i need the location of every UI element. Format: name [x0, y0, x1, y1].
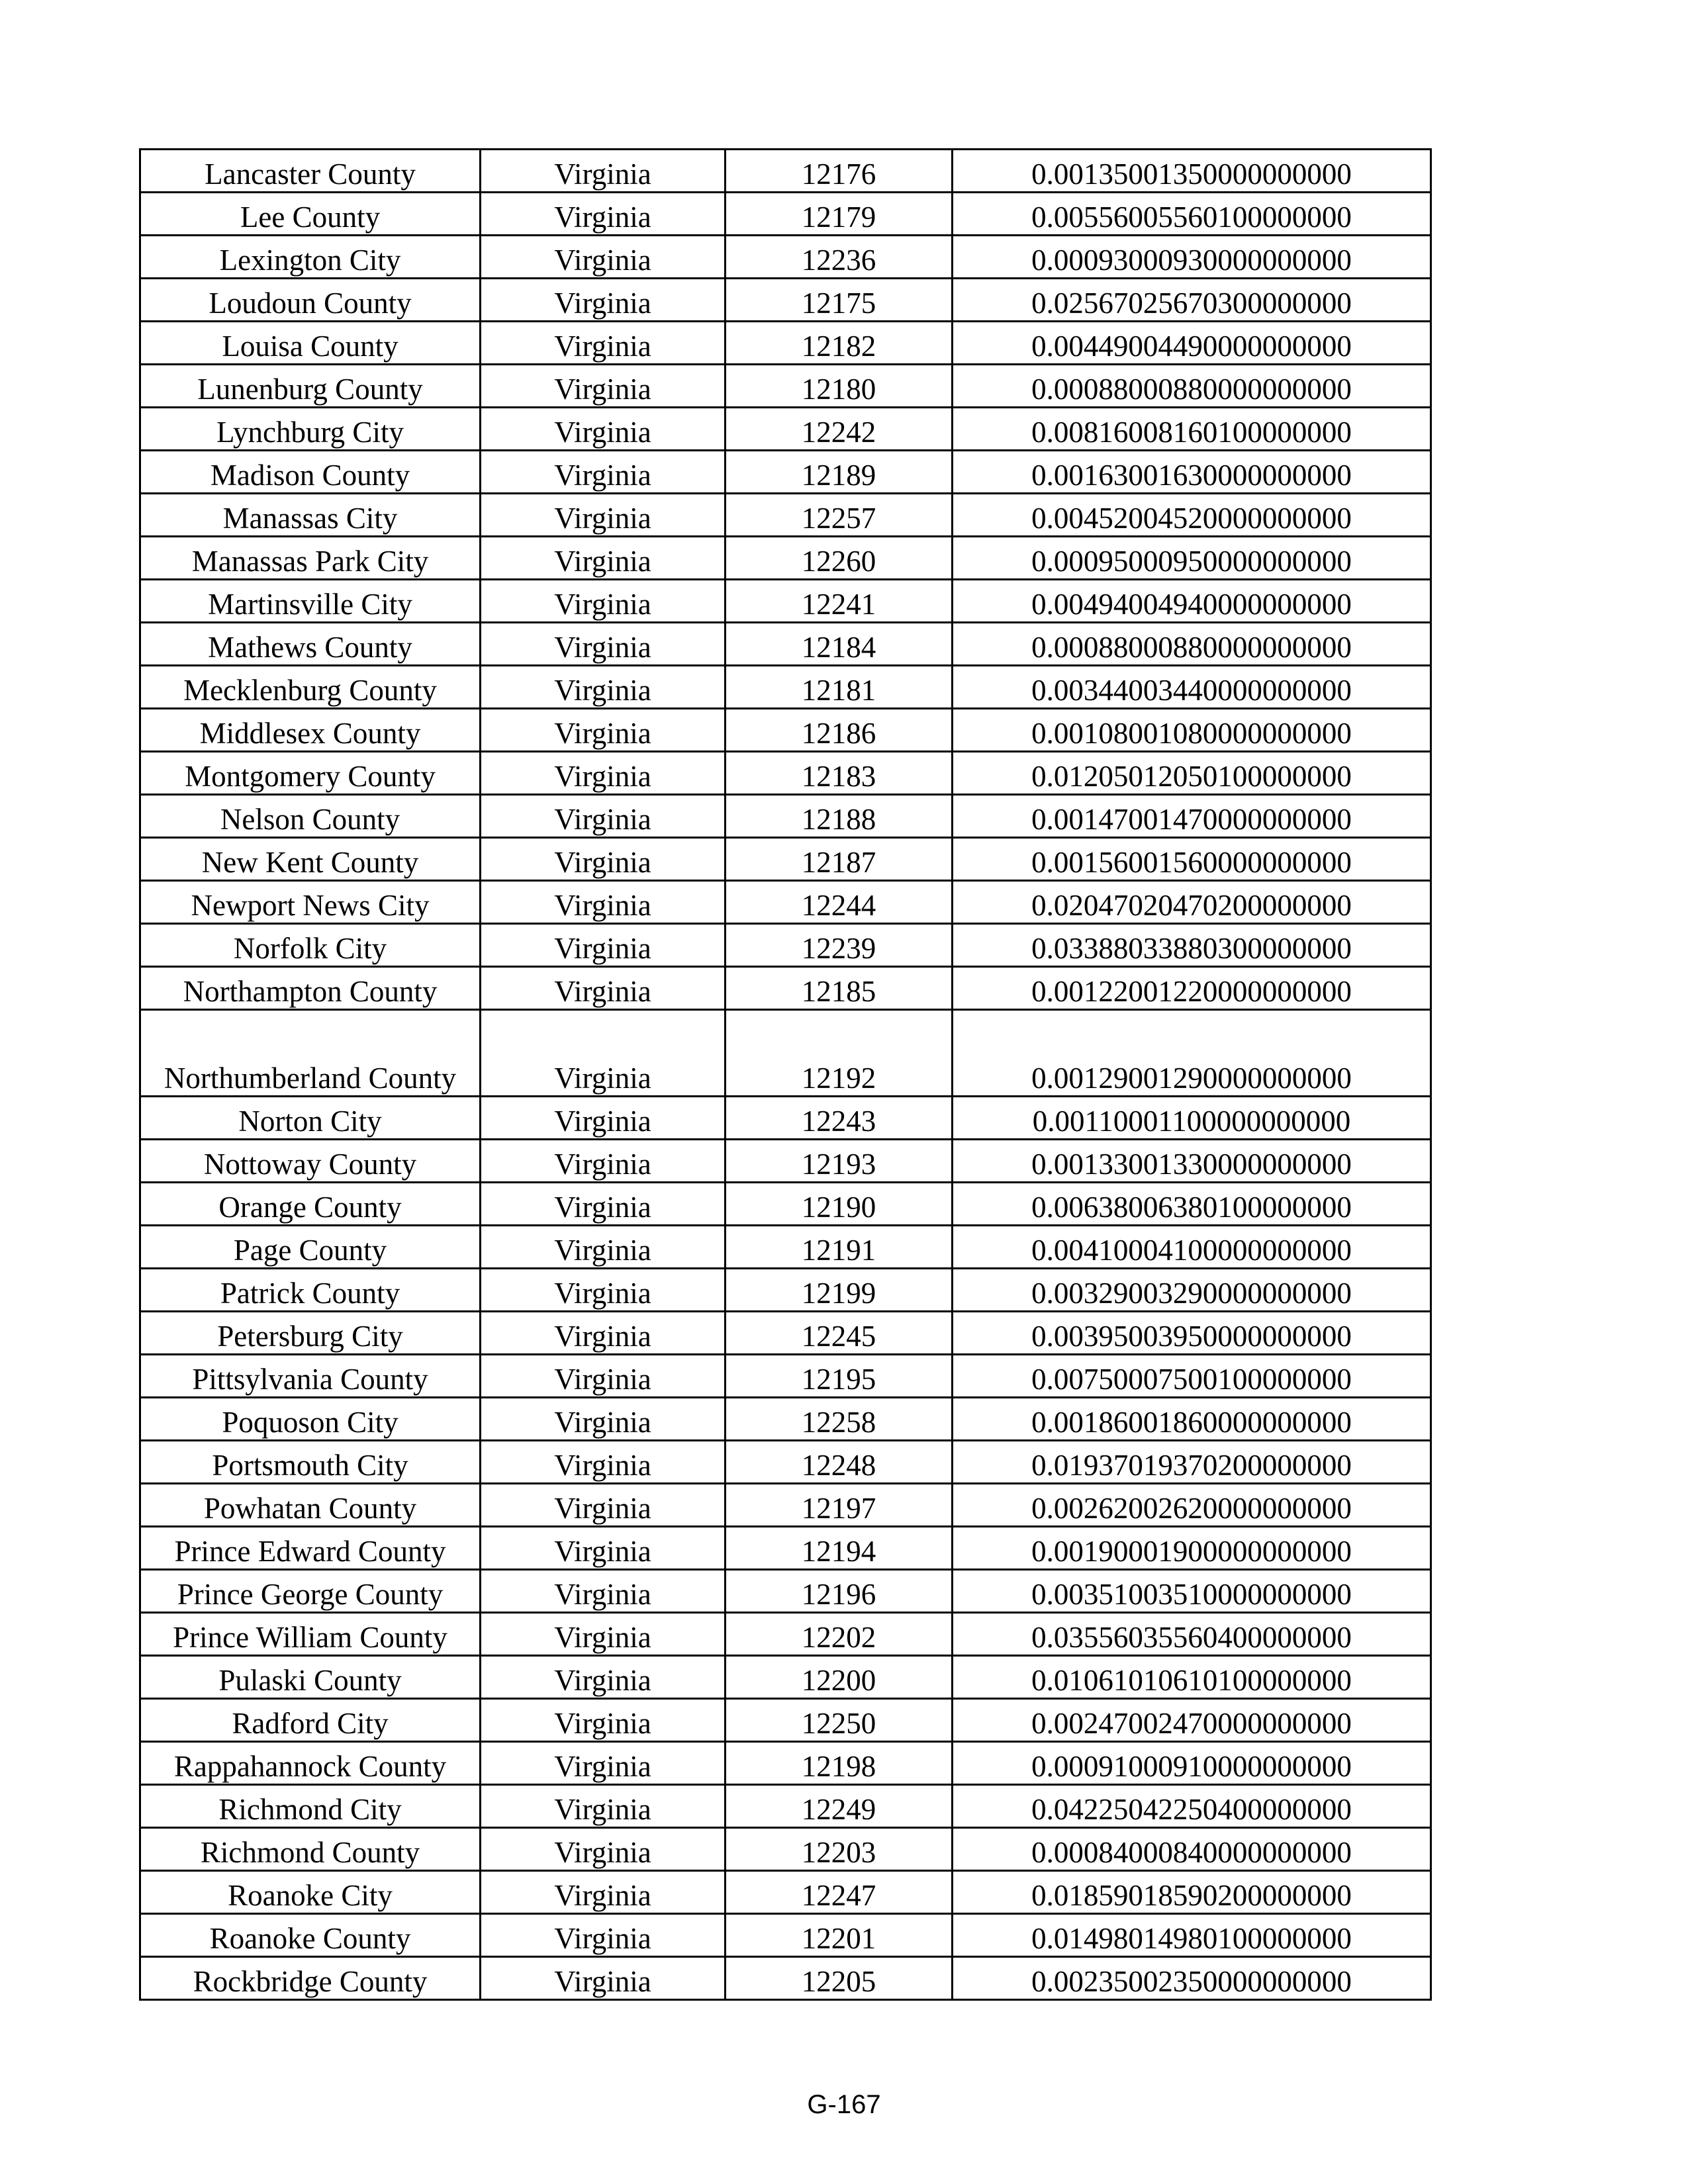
- state-cell: Virginia: [481, 1097, 726, 1140]
- code-cell: 12193: [726, 1140, 953, 1183]
- state-cell: Virginia: [481, 322, 726, 365]
- state-cell: Virginia: [481, 1914, 726, 1957]
- state-cell: Virginia: [481, 150, 726, 193]
- code-cell: 12188: [726, 795, 953, 838]
- value-cell: 0.00084000840000000000: [953, 1828, 1431, 1871]
- name-cell: Lee County: [140, 193, 481, 236]
- table-row: [140, 1441, 1431, 1484]
- state-cell: Virginia: [481, 795, 726, 838]
- state-cell: Virginia: [481, 365, 726, 408]
- state-cell: Virginia: [481, 451, 726, 494]
- code-cell: 12202: [726, 1613, 953, 1656]
- value-cell: 0.04225042250400000000: [953, 1785, 1431, 1828]
- code-cell: 12197: [726, 1484, 953, 1527]
- code-cell: 12205: [726, 1957, 953, 2000]
- value-cell: 0.03388033880300000000: [953, 924, 1431, 967]
- name-cell: Prince George County: [140, 1570, 481, 1613]
- table-row: [140, 1097, 1431, 1140]
- value-cell: 0.00452004520000000000: [953, 494, 1431, 537]
- value-cell: 0.01498014980100000000: [953, 1914, 1431, 1957]
- name-cell: Richmond City: [140, 1785, 481, 1828]
- code-cell: 12187: [726, 838, 953, 881]
- state-cell: Virginia: [481, 623, 726, 666]
- state-cell: Virginia: [481, 1957, 726, 2000]
- state-cell: Virginia: [481, 1010, 726, 1097]
- code-cell: 12182: [726, 322, 953, 365]
- table-row: [140, 1871, 1431, 1914]
- value-cell: 0.01859018590200000000: [953, 1871, 1431, 1914]
- state-cell: Virginia: [481, 1828, 726, 1871]
- name-cell: Prince William County: [140, 1613, 481, 1656]
- table-row: [140, 967, 1431, 1010]
- state-cell: Virginia: [481, 1140, 726, 1183]
- state-cell: Virginia: [481, 580, 726, 623]
- code-cell: 12258: [726, 1398, 953, 1441]
- name-cell: Roanoke City: [140, 1871, 481, 1914]
- value-cell: 0.00638006380100000000: [953, 1183, 1431, 1226]
- state-cell: Virginia: [481, 1398, 726, 1441]
- name-cell: Pittsylvania County: [140, 1355, 481, 1398]
- table-row: [140, 1957, 1431, 2000]
- state-cell: Virginia: [481, 752, 726, 795]
- code-cell: 12196: [726, 1570, 953, 1613]
- name-cell: Lynchburg City: [140, 408, 481, 451]
- code-cell: 12183: [726, 752, 953, 795]
- table-body: [140, 150, 1431, 2000]
- name-cell: Lancaster County: [140, 150, 481, 193]
- state-cell: Virginia: [481, 1871, 726, 1914]
- table-row: [140, 1355, 1431, 1398]
- table-row: [140, 365, 1431, 408]
- table-row: [140, 408, 1431, 451]
- table-row: [140, 537, 1431, 580]
- value-cell: 0.00163001630000000000: [953, 451, 1431, 494]
- name-cell: Middlesex County: [140, 709, 481, 752]
- name-cell: Petersburg City: [140, 1312, 481, 1355]
- code-cell: 12248: [726, 1441, 953, 1484]
- name-cell: Norton City: [140, 1097, 481, 1140]
- value-cell: 0.00186001860000000000: [953, 1398, 1431, 1441]
- value-cell: 0.00395003950000000000: [953, 1312, 1431, 1355]
- value-cell: 0.00351003510000000000: [953, 1570, 1431, 1613]
- code-cell: 12195: [726, 1355, 953, 1398]
- state-cell: Virginia: [481, 1484, 726, 1527]
- table-row: [140, 1010, 1431, 1097]
- value-cell: 0.02567025670300000000: [953, 279, 1431, 322]
- name-cell: Mecklenburg County: [140, 666, 481, 709]
- value-cell: 0.00410004100000000000: [953, 1226, 1431, 1269]
- name-cell: Page County: [140, 1226, 481, 1269]
- code-cell: 12245: [726, 1312, 953, 1355]
- name-cell: Orange County: [140, 1183, 481, 1226]
- state-cell: Virginia: [481, 666, 726, 709]
- code-cell: 12250: [726, 1699, 953, 1742]
- name-cell: Newport News City: [140, 881, 481, 924]
- value-cell: 0.00091000910000000000: [953, 1742, 1431, 1785]
- name-cell: Patrick County: [140, 1269, 481, 1312]
- name-cell: Nelson County: [140, 795, 481, 838]
- value-cell: 0.00088000880000000000: [953, 365, 1431, 408]
- code-cell: 12179: [726, 193, 953, 236]
- state-cell: Virginia: [481, 838, 726, 881]
- code-cell: 12239: [726, 924, 953, 967]
- name-cell: Nottoway County: [140, 1140, 481, 1183]
- state-cell: Virginia: [481, 1183, 726, 1226]
- state-cell: Virginia: [481, 279, 726, 322]
- value-cell: 0.00262002620000000000: [953, 1484, 1431, 1527]
- code-cell: 12242: [726, 408, 953, 451]
- value-cell: 0.00190001900000000000: [953, 1527, 1431, 1570]
- table-row: [140, 1269, 1431, 1312]
- table-row: [140, 1183, 1431, 1226]
- table-row: [140, 1785, 1431, 1828]
- value-cell: 0.01937019370200000000: [953, 1441, 1431, 1484]
- table-row: [140, 838, 1431, 881]
- value-cell: 0.00122001220000000000: [953, 967, 1431, 1010]
- page-number: G-167: [807, 2090, 881, 2119]
- value-cell: 0.00494004940000000000: [953, 580, 1431, 623]
- code-cell: 12185: [726, 967, 953, 1010]
- value-cell: 0.00147001470000000000: [953, 795, 1431, 838]
- table-row: [140, 150, 1431, 193]
- code-cell: 12190: [726, 1183, 953, 1226]
- state-cell: Virginia: [481, 1570, 726, 1613]
- table-row: [140, 924, 1431, 967]
- name-cell: Prince Edward County: [140, 1527, 481, 1570]
- value-cell: 0.00135001350000000000: [953, 150, 1431, 193]
- value-cell: 0.01205012050100000000: [953, 752, 1431, 795]
- state-cell: Virginia: [481, 1312, 726, 1355]
- value-cell: 0.00816008160100000000: [953, 408, 1431, 451]
- code-cell: 12201: [726, 1914, 953, 1957]
- table-row: [140, 1914, 1431, 1957]
- state-cell: Virginia: [481, 1699, 726, 1742]
- name-cell: Martinsville City: [140, 580, 481, 623]
- value-cell: 0.00129001290000000000: [953, 1010, 1431, 1097]
- code-cell: 12192: [726, 1010, 953, 1097]
- value-cell: 0.02047020470200000000: [953, 881, 1431, 924]
- table-row: [140, 580, 1431, 623]
- code-cell: 12247: [726, 1871, 953, 1914]
- name-cell: Powhatan County: [140, 1484, 481, 1527]
- state-cell: Virginia: [481, 1656, 726, 1699]
- state-cell: Virginia: [481, 236, 726, 279]
- name-cell: Poquoson City: [140, 1398, 481, 1441]
- code-cell: 12243: [726, 1097, 953, 1140]
- table-row: [140, 1828, 1431, 1871]
- state-cell: Virginia: [481, 193, 726, 236]
- table-row: [140, 1570, 1431, 1613]
- name-cell: Lexington City: [140, 236, 481, 279]
- code-cell: 12199: [726, 1269, 953, 1312]
- table-row: [140, 193, 1431, 236]
- value-cell: 0.00088000880000000000: [953, 623, 1431, 666]
- value-cell: 0.03556035560400000000: [953, 1613, 1431, 1656]
- code-cell: 12194: [726, 1527, 953, 1570]
- name-cell: Portsmouth City: [140, 1441, 481, 1484]
- name-cell: Northampton County: [140, 967, 481, 1010]
- value-cell: 0.00108001080000000000: [953, 709, 1431, 752]
- code-cell: 12186: [726, 709, 953, 752]
- table-row: [140, 322, 1431, 365]
- table-row: [140, 279, 1431, 322]
- state-cell: Virginia: [481, 494, 726, 537]
- state-cell: Virginia: [481, 1355, 726, 1398]
- table-row: [140, 1226, 1431, 1269]
- code-cell: 12241: [726, 580, 953, 623]
- value-cell: 0.00247002470000000000: [953, 1699, 1431, 1742]
- table-row: [140, 1484, 1431, 1527]
- value-cell: 0.00110001100000000000: [953, 1097, 1431, 1140]
- table-row: [140, 1699, 1431, 1742]
- name-cell: Madison County: [140, 451, 481, 494]
- value-cell: 0.00344003440000000000: [953, 666, 1431, 709]
- state-cell: Virginia: [481, 1742, 726, 1785]
- state-cell: Virginia: [481, 1613, 726, 1656]
- state-cell: Virginia: [481, 1785, 726, 1828]
- code-cell: 12184: [726, 623, 953, 666]
- code-cell: 12189: [726, 451, 953, 494]
- code-cell: 12244: [726, 881, 953, 924]
- data-table: [139, 148, 1432, 2001]
- table-row: [140, 795, 1431, 838]
- table-row: [140, 1312, 1431, 1355]
- state-cell: Virginia: [481, 408, 726, 451]
- state-cell: Virginia: [481, 1527, 726, 1570]
- name-cell: Northumberland County: [140, 1010, 481, 1097]
- state-cell: Virginia: [481, 1441, 726, 1484]
- table-row: [140, 709, 1431, 752]
- value-cell: 0.00235002350000000000: [953, 1957, 1431, 2000]
- table-row: [140, 451, 1431, 494]
- table-row: [140, 1140, 1431, 1183]
- code-cell: 12200: [726, 1656, 953, 1699]
- state-cell: Virginia: [481, 881, 726, 924]
- table-row: [140, 1613, 1431, 1656]
- table-row: [140, 1527, 1431, 1570]
- table-row: [140, 1656, 1431, 1699]
- value-cell: 0.00750007500100000000: [953, 1355, 1431, 1398]
- state-cell: Virginia: [481, 537, 726, 580]
- value-cell: 0.00093000930000000000: [953, 236, 1431, 279]
- code-cell: 12203: [726, 1828, 953, 1871]
- name-cell: Manassas City: [140, 494, 481, 537]
- table-row: [140, 1742, 1431, 1785]
- value-cell: 0.00133001330000000000: [953, 1140, 1431, 1183]
- name-cell: Lunenburg County: [140, 365, 481, 408]
- code-cell: 12257: [726, 494, 953, 537]
- name-cell: Loudoun County: [140, 279, 481, 322]
- name-cell: Pulaski County: [140, 1656, 481, 1699]
- name-cell: Rappahannock County: [140, 1742, 481, 1785]
- value-cell: 0.00556005560100000000: [953, 193, 1431, 236]
- name-cell: Norfolk City: [140, 924, 481, 967]
- value-cell: 0.00156001560000000000: [953, 838, 1431, 881]
- name-cell: Rockbridge County: [140, 1957, 481, 2000]
- name-cell: New Kent County: [140, 838, 481, 881]
- table-row: [140, 1398, 1431, 1441]
- code-cell: 12260: [726, 537, 953, 580]
- value-cell: 0.00329003290000000000: [953, 1269, 1431, 1312]
- value-cell: 0.00095000950000000000: [953, 537, 1431, 580]
- name-cell: Manassas Park City: [140, 537, 481, 580]
- name-cell: Mathews County: [140, 623, 481, 666]
- code-cell: 12176: [726, 150, 953, 193]
- name-cell: Radford City: [140, 1699, 481, 1742]
- name-cell: Montgomery County: [140, 752, 481, 795]
- code-cell: 12191: [726, 1226, 953, 1269]
- code-cell: 12181: [726, 666, 953, 709]
- code-cell: 12198: [726, 1742, 953, 1785]
- name-cell: Louisa County: [140, 322, 481, 365]
- value-cell: 0.00449004490000000000: [953, 322, 1431, 365]
- value-cell: 0.01061010610100000000: [953, 1656, 1431, 1699]
- state-cell: Virginia: [481, 709, 726, 752]
- state-cell: Virginia: [481, 1269, 726, 1312]
- state-cell: Virginia: [481, 1226, 726, 1269]
- name-cell: Richmond County: [140, 1828, 481, 1871]
- table-row: [140, 494, 1431, 537]
- table-row: [140, 623, 1431, 666]
- table-row: [140, 881, 1431, 924]
- code-cell: 12249: [726, 1785, 953, 1828]
- name-cell: Roanoke County: [140, 1914, 481, 1957]
- table-row: [140, 236, 1431, 279]
- code-cell: 12175: [726, 279, 953, 322]
- code-cell: 12236: [726, 236, 953, 279]
- table-row: [140, 752, 1431, 795]
- state-cell: Virginia: [481, 924, 726, 967]
- state-cell: Virginia: [481, 967, 726, 1010]
- table-row: [140, 666, 1431, 709]
- code-cell: 12180: [726, 365, 953, 408]
